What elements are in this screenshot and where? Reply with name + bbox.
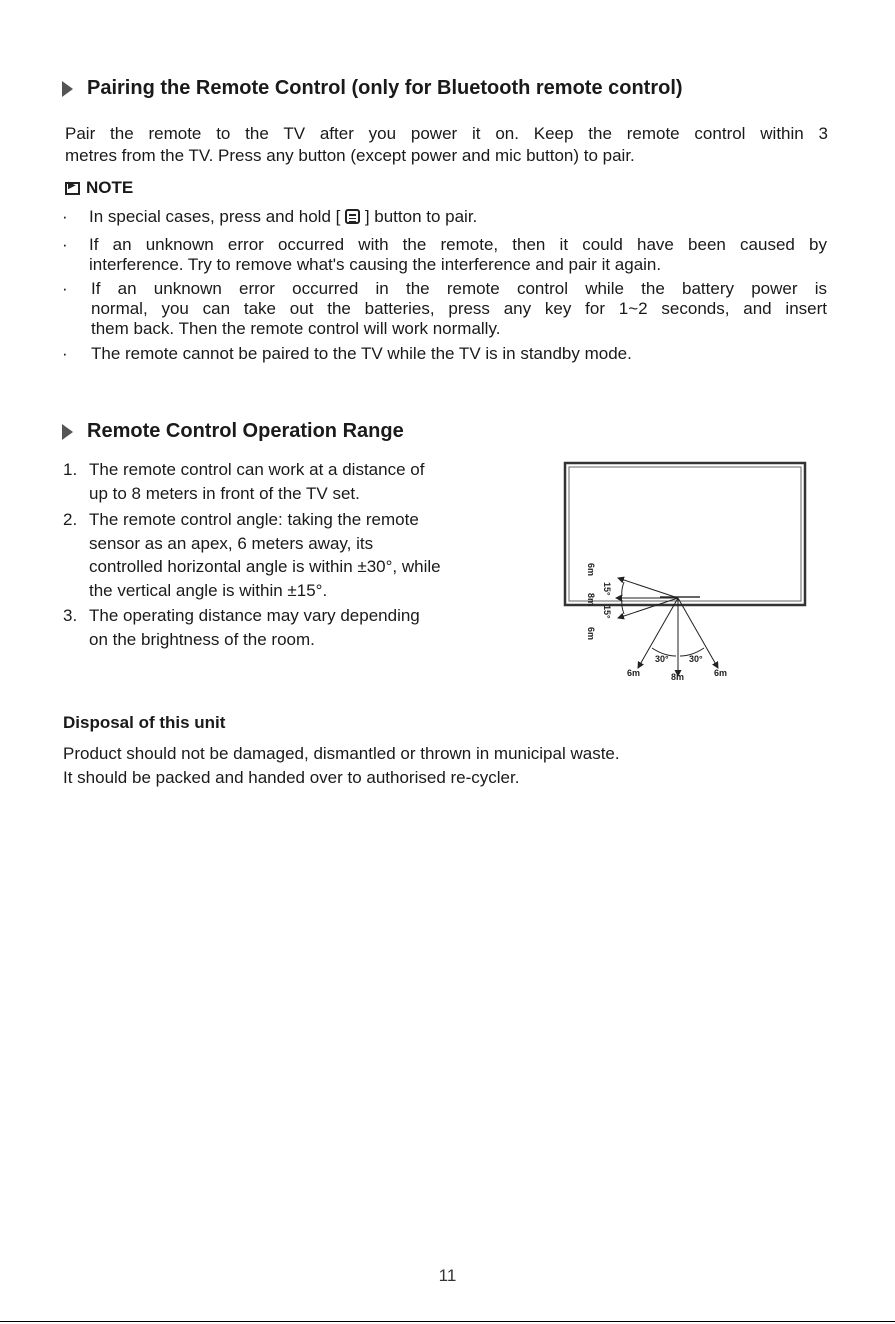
range-item-1-line: The remote control can work at a distance of (89, 460, 425, 479)
bullet-3-line1: If an unknown error occurred in the remote control while the battery power is (91, 279, 827, 298)
range-item-1-number: 1. (63, 460, 78, 479)
tv-range-svg (560, 460, 810, 685)
note-bullet-1-text (89, 207, 477, 227)
range-line-up (618, 578, 678, 598)
note-bullet-2 (62, 235, 832, 275)
tv-range-diagram (560, 460, 810, 690)
range-item-2-line: The remote control angle: taking the remote (89, 510, 419, 529)
note-heading (65, 178, 133, 198)
pairing-heading-text: Pairing the Remote Control (only for Bluetooth remote control) (87, 77, 683, 99)
disposal-title: Disposal of this unit (63, 713, 226, 732)
note-icon (65, 182, 80, 195)
bullet-4-line1: The remote cannot be paired to the TV while the TV is in standby mode. (91, 344, 632, 363)
disposal-line1: Product should not be damaged, dismantled or thrown in municipal waste. (63, 744, 620, 763)
bottom-rule (0, 1321, 895, 1322)
range-item-1-line: up to 8 meters in front of the TV set. (89, 483, 360, 503)
label-ang-right: 30° (689, 654, 703, 664)
range-item-2-line: the vertical angle is within ±15°. (89, 580, 328, 600)
range-item-2-line: sensor as an apex, 6 meters away, its (89, 533, 374, 553)
bullet-dot: · (62, 279, 68, 298)
arc-up (622, 582, 624, 596)
range-item-3-line: The operating distance may vary depending (89, 606, 420, 625)
page-number: 11 (438, 1266, 457, 1285)
bullet-3-line2: normal, you can take out the batteries, press any key for 1~2 seconds, and insert (91, 299, 827, 318)
label-v-top: 6m (586, 563, 596, 577)
section-arrow-icon (62, 81, 73, 97)
bullet-dot: · (62, 235, 68, 254)
bullet-dot: · (62, 207, 68, 226)
label-h-mid: 8m (671, 672, 685, 682)
note-bullet-1 (62, 207, 832, 227)
range-item-2-line: controlled horizontal angle is within ±30°, while (89, 557, 441, 576)
range-item-3-number: 3. (63, 606, 78, 625)
bullet-1-before: In special cases, press and hold [ (89, 207, 346, 226)
label-ang-left: 30° (655, 654, 669, 664)
tv-frame (565, 463, 805, 605)
label-v-mid: 8m (586, 593, 596, 607)
disposal-line2: It should be packed and handed over to authorised re-cycler. (63, 768, 520, 787)
bullet-2-line2: interference. Try to remove what's causing the interference and pair it again. (89, 255, 662, 274)
label-h-left: 6m (627, 668, 641, 678)
range-heading-text: Remote Control Operation Range (87, 420, 404, 442)
pairing-heading (62, 77, 683, 100)
arc-down (622, 600, 624, 614)
label-v-bot: 6m (586, 627, 596, 641)
range-item-2-number: 2. (63, 510, 78, 529)
note-bullet-3 (62, 279, 832, 339)
label-ang-down: 15° (602, 605, 612, 619)
bullet-dot: · (62, 344, 68, 363)
range-item-3-line: on the brightness of the room. (89, 629, 315, 649)
pairing-intro-line1: Pair the remote to the TV after you power it on. Keep the remote control within 3 (65, 124, 828, 143)
section-arrow-icon (62, 424, 73, 440)
pairing-intro-line2: metres from the TV. Press any button (except power and mic button) to pair. (65, 146, 635, 165)
range-heading (62, 420, 404, 443)
note-label: NOTE (86, 178, 134, 197)
bullet-1-after: ] button to pair. (360, 207, 478, 226)
bullet-3-line3: them back. Then the remote control will work normally. (91, 319, 501, 338)
note-bullet-4 (62, 344, 832, 364)
label-ang-up: 15° (602, 582, 612, 596)
bullet-2-line1: If an unknown error occurred with the remote, then it could have been caused by (89, 235, 827, 254)
label-h-right: 6m (714, 668, 728, 678)
tv-screen (569, 467, 801, 601)
menu-icon (345, 209, 360, 224)
